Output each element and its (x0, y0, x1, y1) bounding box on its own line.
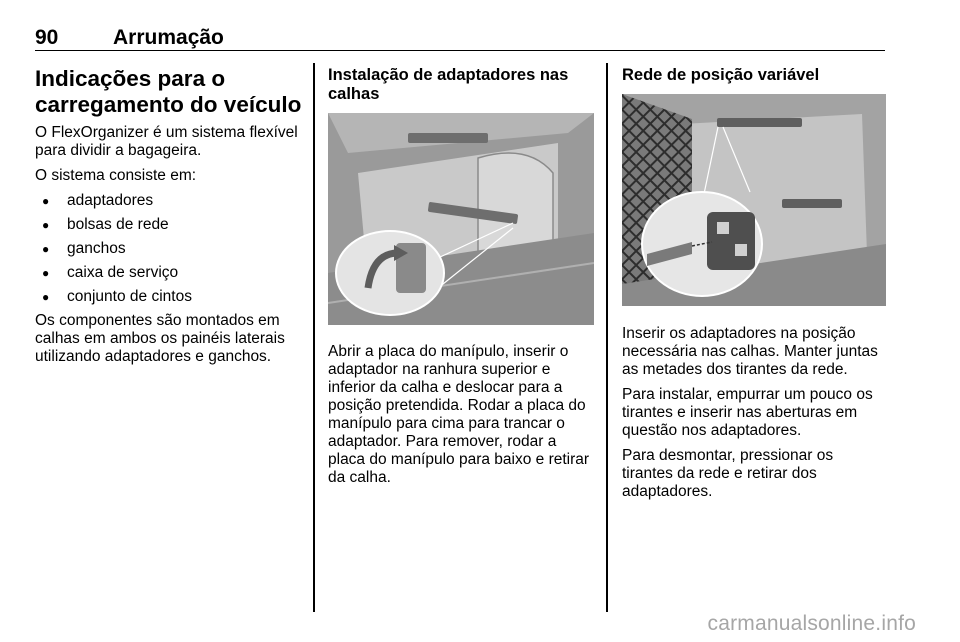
column-adapter-install (328, 66, 594, 494)
variable-net-illustration (622, 94, 886, 306)
column-variable-net (622, 66, 886, 508)
paragraph: Para instalar, empurrar um pouco os tirantes e inserir nas aberturas em questão nos adaptadores. (622, 386, 873, 439)
list-item: ● bolsas de rede (35, 216, 303, 234)
section-title: Instalação de adaptadores nas calhas (328, 66, 569, 103)
adapter-rail-illustration (328, 113, 594, 325)
page-number: 90 (35, 26, 59, 49)
watermark: carmanualsonline.info (707, 612, 916, 635)
list-item: ● adaptadores (35, 192, 303, 210)
page-header (35, 26, 885, 51)
column-divider (606, 63, 608, 612)
component-list (35, 192, 303, 306)
list-item: ● conjunto de cintos (35, 288, 303, 306)
paragraph: Inserir os adaptadores na posição necessária nas calhas. Manter juntas as metades dos tirantes da rede. (622, 325, 878, 378)
column-loading-tips (35, 66, 303, 373)
paragraph: Os componentes são montados em calhas em ambos os painéis laterais utilizando adaptadores e ganchos. (35, 312, 285, 365)
column-divider (313, 63, 315, 612)
paragraph: O FlexOrganizer é um sistema flexível para dividir a bagageira. (35, 124, 298, 159)
section-title: Indicações para o carregamento do veículo (35, 66, 302, 117)
list-item: ● caixa de serviço (35, 264, 303, 282)
section-title: Rede de posição variável (622, 66, 820, 84)
paragraph: Para desmontar, pressionar os tirantes da rede e retirar dos adaptadores. (622, 447, 834, 500)
paragraph: Abrir a placa do manípulo, inserir o adaptador na ranhura superior e inferior da calha e deslocar para a posição pretendida. Rodar a placa do manípulo para cima para trancar o adaptador. Para remover, rodar a placa do manípulo para baixo e retirar da calha. (328, 343, 590, 486)
list-item: ● ganchos (35, 240, 303, 258)
chapter-title: Arrumação (113, 26, 224, 49)
paragraph: O sistema consiste em: (35, 167, 197, 184)
